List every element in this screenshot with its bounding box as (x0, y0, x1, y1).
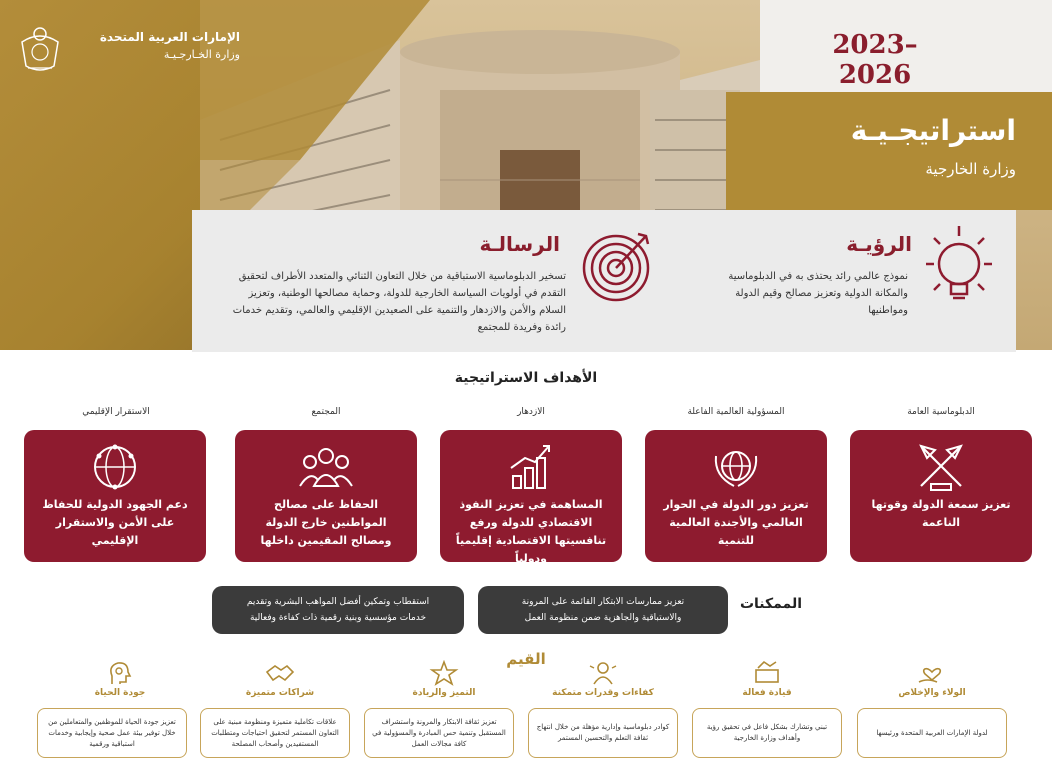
value-title: جودة الحياة (94, 688, 146, 698)
value-text: علاقات تكاملية متميزة ومنظومة مبنية على التعاون المستمر لتحقيق احتياجات ومتطلبات المستفيدين وأصحاب المصلحة (211, 717, 339, 748)
value-text: لدولة الإمارات العربية المتحدة ورئيسها (876, 728, 988, 737)
value-box (528, 708, 678, 758)
objective-text: المساهمة في تعزيز النفوذ الاقتصادي للدولة ورفع تنافسيتها الاقتصادية إقليمياً ودولياً (455, 498, 607, 565)
objective-label: المجتمع (311, 407, 341, 417)
value-text: كوادر دبلوماسية وإدارية مؤهلة من خلال انتهاج ثقافة التعلم والتحسين المستمر (536, 723, 670, 742)
objective-text: تعزيز دور الدولة في الحوار العالمي والأجندة العالمية للتنمية (663, 498, 809, 547)
objective-card (235, 430, 417, 562)
objectives-heading: الأهداف الاستراتيجية (454, 370, 598, 386)
mission-text: تسخير الدبلوماسية الاستباقية من خلال التعاون الثنائي والمتعدد الأطراف لتحقيق التقدم في أولويات السياسة الخارجية للدولة، وحماية مصالحها الوطنية، وتعزيز السلام والأمن والازدهار والتنمية على الصعيدين الإقليمي والعالمي، وتقديم خدمات رائدة وفريدة للمجتمع (232, 271, 566, 333)
value-title: قيادة فعالة (742, 688, 792, 698)
strategy-years: 2023–2026 (832, 30, 918, 90)
enabler-line: والاستباقية والجاهزية ضمن منظومة العمل (524, 613, 682, 623)
objective-card (440, 430, 622, 565)
value-box (692, 708, 842, 758)
objective-card (645, 430, 827, 562)
value-title: الولاء والإخلاص (898, 688, 966, 698)
enabler-line: استقطاب وتمكين أفضل المواهب البشرية وتقديم (246, 597, 430, 607)
value-text: تعزيز ثقافة الابتكار والمرونة واستشراف المستقبل وتنمية حس المبادرة والمسؤولية في كافة مجالات العمل (372, 717, 506, 748)
handshake-icon (265, 660, 295, 686)
leadership-icon (752, 660, 782, 686)
objective-text: دعم الجهود الدولية للحفاظ على الأمن والاستقرار الإقليمي (42, 498, 188, 547)
head-icon (104, 660, 134, 686)
star-icon (429, 660, 459, 686)
emblem-logo (18, 22, 62, 74)
value-title: التميز والريادة (412, 688, 476, 698)
value-title: كفاءات وقدرات متمكنة (552, 688, 654, 698)
lightbulb-icon (914, 224, 1004, 308)
objective-text: الحفاظ على مصالح المواطنين خارج الدولة ومصالح المقيمين داخلها (260, 498, 392, 547)
objective-label: الاستقرار الإقليمي (82, 407, 150, 417)
value-text: تبني وتشارك بشكل فاعل في تحقيق رؤية وأهداف وزارة الخارجية (706, 723, 828, 742)
flags-icon (911, 442, 971, 492)
objective-label: الدبلوماسية العامة (907, 407, 975, 417)
objective-card (850, 430, 1032, 562)
talent-icon (588, 660, 618, 686)
vision-mission-card (192, 210, 1016, 352)
values-title: القيم (506, 650, 546, 668)
enabler-line: خدمات مؤسسية وبنية رقمية ذات كفاءة وفعالية (249, 613, 427, 623)
org-name: الإمارات العربية المتحدة (99, 30, 240, 44)
hand-heart-icon (917, 660, 947, 686)
value-text: تعزيز جودة الحياة للموظفين والمتعاملين من خلال توفير بيئة عمل صحية وإيجابية وخدمات استباقية ورقمية (48, 717, 176, 748)
value-box (200, 708, 350, 758)
vision-title: الرؤيـة (846, 232, 912, 256)
strategy-title: استراتيجـيـة (850, 114, 1016, 147)
strategy-title-panel (726, 92, 1052, 210)
value-title: شراكات متميزة (245, 688, 315, 698)
objective-label: الازدهار (517, 407, 545, 417)
value-box (857, 708, 1007, 758)
strategy-subtitle: وزارة الخارجية (925, 160, 1016, 178)
enabler-line: تعزيز ممارسات الابتكار القائمة على المرونة (521, 597, 685, 607)
mission-title: الرسالـة (479, 232, 560, 256)
enabler-item (212, 586, 464, 634)
network-globe-icon (85, 442, 145, 492)
globe-laurel-icon (706, 442, 766, 492)
ministry-name: وزارة الخـارجـيـة (163, 48, 240, 61)
value-box (37, 708, 187, 758)
enablers-title: الممكنات (739, 596, 802, 612)
value-box (364, 708, 514, 758)
vision-text: نموذج عالمي رائد يحتذى به في الدبلوماسية والمكانة الدولية وتعزيز مصالح وقيم الدولة ومواطنيها (728, 271, 908, 316)
people-icon (296, 442, 356, 492)
objective-label: المسؤولية العالمية الفاعلة (687, 407, 785, 417)
enabler-item (478, 586, 728, 634)
growth-chart-icon (501, 442, 561, 492)
target-icon (580, 230, 654, 304)
objective-card (24, 430, 206, 562)
objective-text: تعزيز سمعة الدولة وقوتها الناعمة (871, 498, 1011, 529)
